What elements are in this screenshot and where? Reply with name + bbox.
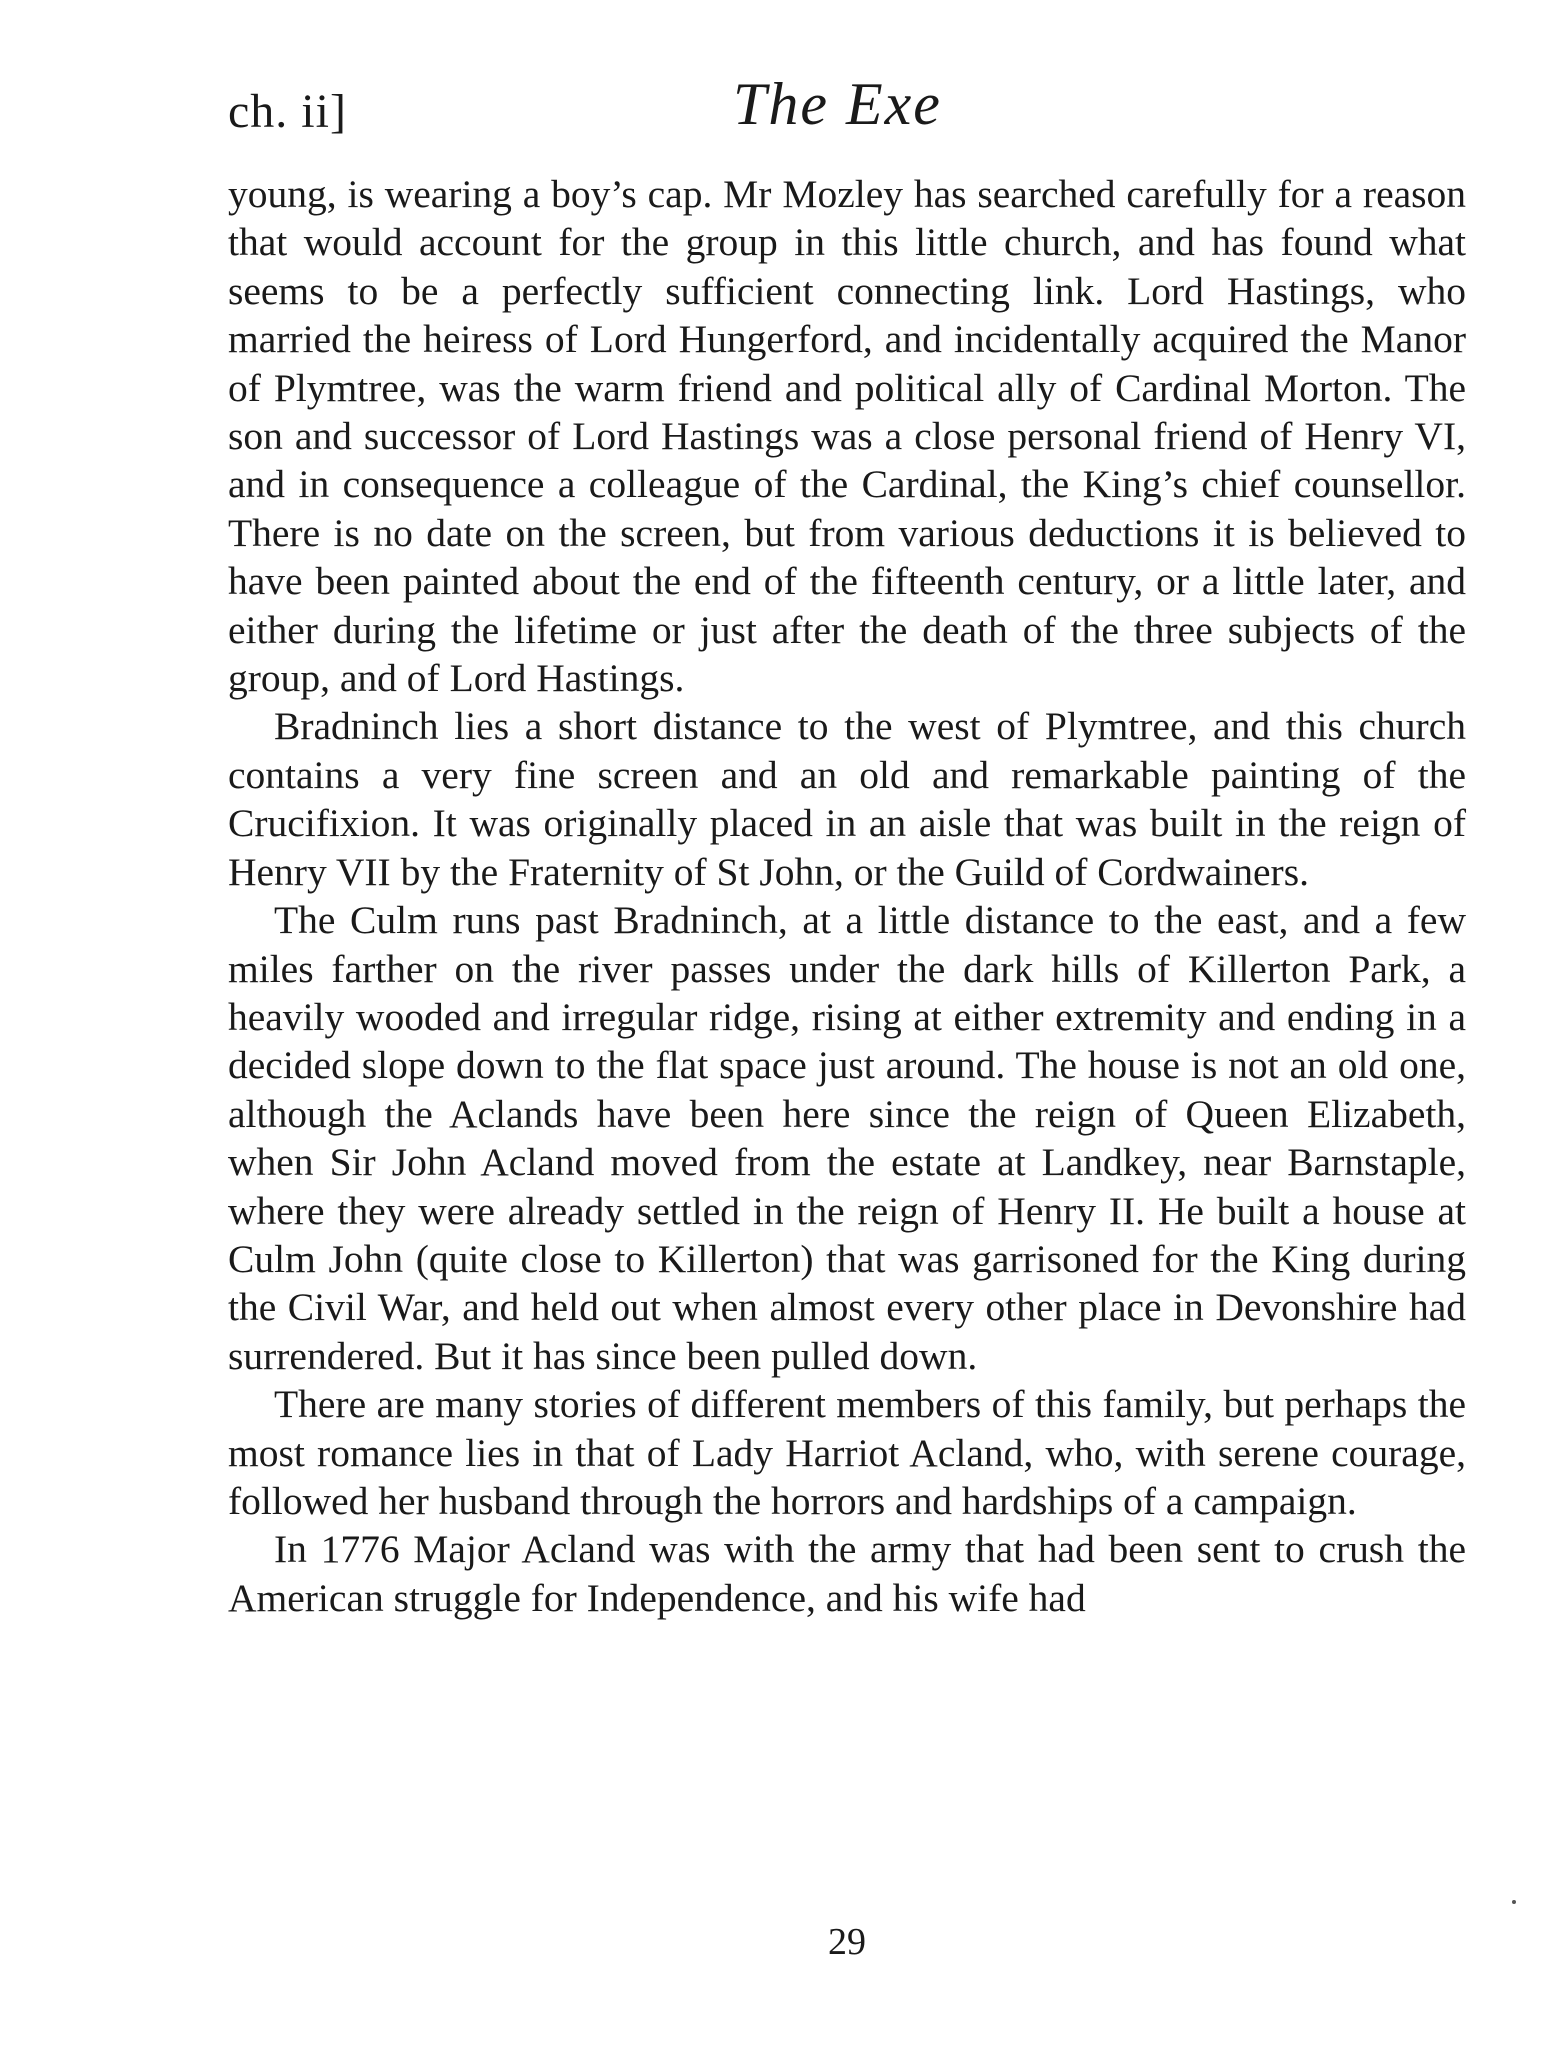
page-number: 29 bbox=[828, 1921, 866, 1963]
running-title: The Exe bbox=[733, 71, 942, 137]
body-text bbox=[228, 170, 1466, 1622]
paragraph-3: The Culm runs past Bradninch, at a little distance to the east, and a few miles farther on the river passes under the dark hills of Killerton Park, a heavily wooded and irregular ridge, rising at either extremity and ending in a decided slope down to the flat space just around. The house is not an old one, although the Aclands have been here since the reign of Queen Elizabeth, when Sir John Acland moved from the estate at Landkey, near Barnstaple, where they were already settled in the reign of Henry II. He built a house at Culm John (quite close to Killerton) that was garrisoned for the King during the Civil War, and held out when almost every other place in Devonshire had surrendered. But it has since been pulled down. bbox=[228, 898, 1466, 1378]
paragraph-2: Bradninch lies a short distance to the west of Plymtree, and this church contains a very fine screen and an old and remarkable painting of the Crucifixion. It was originally placed in an aisle that was built in the reign of Henry VII by the Fraternity of St John, or the Guild of Cordwainers. bbox=[228, 704, 1466, 894]
book-page bbox=[228, 70, 1466, 1963]
paragraph-1: young, is wearing a boy’s cap. Mr Mozley has searched carefully for a reason that would account for the group in this little church, and has found what seems to be a perfectly sufficient connecting link. Lord Hastings, who married the heiress of Lord Hungerford, and incidentally acquired the Manor of Plymtree, was the warm friend and political ally of Cardinal Morton. The son and successor of Lord Hastings was a close personal friend of Henry VI, and in consequence a colleague of the Cardinal, the King’s chief counsellor. There is no date on the screen, but from various deductions it is believed to have been painted about the end of the fifteenth century, or a little later, and either during the lifetime or just after the death of the three subjects of the group, and of Lord Hastings. bbox=[228, 172, 1466, 701]
page-header bbox=[228, 70, 1466, 170]
paragraph-5: In 1776 Major Acland was with the army that had been sent to crush the American struggle for Independence, and his wife had bbox=[228, 1527, 1466, 1620]
chapter-marker: ch. ii] bbox=[228, 85, 347, 138]
margin-mark bbox=[1512, 1900, 1516, 1904]
paragraph-4: There are many stories of different members of this family, but perhaps the most romance lies in that of Lady Harriot Acland, who, with serene courage, followed her husband through the horrors and hardships of a campaign. bbox=[228, 1382, 1466, 1523]
